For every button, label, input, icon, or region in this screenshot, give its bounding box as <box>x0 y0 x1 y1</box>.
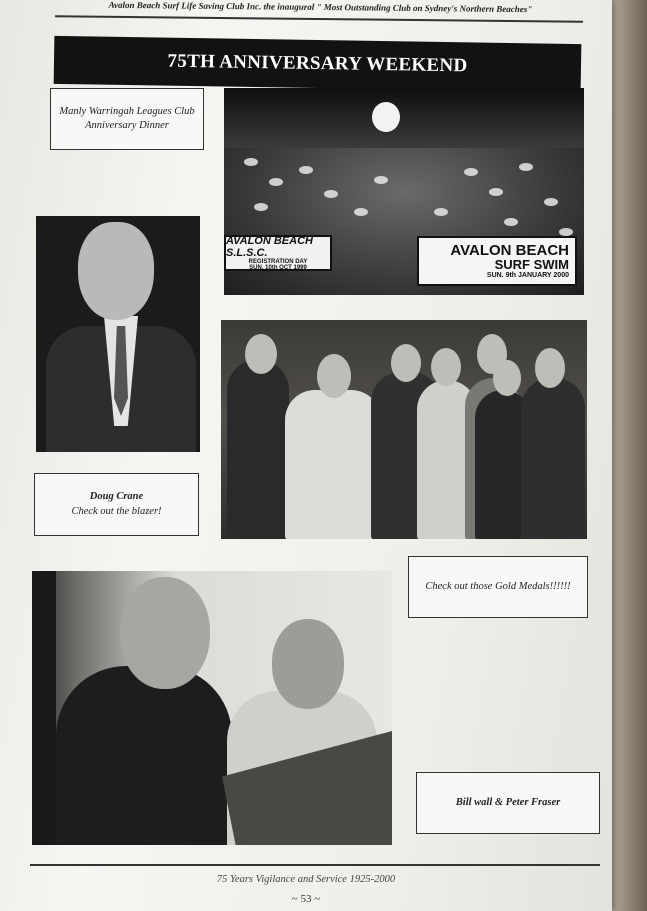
speaker-left-face <box>120 577 210 689</box>
registration-banner-line2: REGISTRATION DAY <box>248 259 308 265</box>
bill-peter-text: Bill wall & Peter Fraser <box>455 796 561 808</box>
face <box>78 222 154 320</box>
dinner-table <box>559 228 573 236</box>
group-member-head <box>431 348 461 386</box>
doug-crane-caption <box>34 473 199 536</box>
running-header: Avalon Beach Surf Life Saving Club Inc. the inaugural " Most Outstanding Club on Sydney's Northern Beaches" <box>108 0 533 15</box>
dinner-table <box>299 166 313 174</box>
dinner-hall-photo <box>224 88 584 295</box>
dinner-table <box>489 188 503 196</box>
registration-banner-line1: AVALON BEACH S.L.S.C. <box>226 235 313 259</box>
doug-crane-photo <box>36 216 200 452</box>
microphone-stand <box>32 571 56 845</box>
group-member-head <box>493 360 521 396</box>
speaker-left-jacket <box>56 666 232 845</box>
dinner-table <box>374 176 388 184</box>
dinner-table <box>434 208 448 216</box>
doug-crane-note: Check out the blazer! <box>71 505 162 517</box>
speaker-right-face <box>272 619 344 709</box>
dinner-table <box>244 158 258 166</box>
doug-crane-name: Doug Crane <box>89 491 144 503</box>
dinner-table <box>464 168 478 176</box>
gold-medals-caption <box>408 556 588 618</box>
page-number: ~ 53 ~ <box>291 893 321 905</box>
stage-light <box>372 102 400 132</box>
hall-ceiling <box>224 88 584 148</box>
bill-wall-peter-fraser-photo <box>32 571 392 845</box>
dinner-table <box>544 198 558 206</box>
footer-motto: 75 Years Vigilance and Service 1925-2000 <box>216 874 396 885</box>
gold-medals-text: Check out those Gold Medals!!!!!! <box>425 580 571 592</box>
surf-swim-banner-line1: AVALON BEACH <box>450 241 569 259</box>
registration-banner-line3: SUN. 10th OCT 1999 <box>249 265 307 271</box>
surf-swim-banner <box>417 236 577 286</box>
dinner-table <box>354 208 368 216</box>
group-member <box>227 360 289 539</box>
group-member-head <box>317 354 351 398</box>
dinner-caption-line1: Manly Warringah Leagues Club <box>59 105 195 117</box>
group-member-head <box>245 334 277 374</box>
bill-peter-caption <box>416 772 600 834</box>
dinner-caption <box>50 88 204 150</box>
dinner-table <box>519 163 533 171</box>
dinner-table <box>254 203 268 211</box>
group-member <box>285 390 381 539</box>
dinner-table <box>324 190 338 198</box>
group-member-head <box>535 348 565 388</box>
page-title: 75TH ANNIVERSARY WEEKEND <box>167 50 468 77</box>
group-member <box>521 378 585 539</box>
footer-rule <box>30 864 600 866</box>
dinner-caption-line2: Anniversary Dinner <box>85 120 169 131</box>
header-rule <box>55 15 583 22</box>
dinner-table <box>269 178 283 186</box>
registration-day-banner <box>224 235 332 271</box>
surf-swim-banner-line3: SUN. 9th JANUARY 2000 <box>486 272 569 280</box>
group-medals-photo <box>221 320 587 539</box>
dinner-table <box>504 218 518 226</box>
title-banner <box>54 36 582 92</box>
group-member-head <box>391 344 421 382</box>
surf-swim-banner-line2: SURF SWIM <box>494 256 569 272</box>
